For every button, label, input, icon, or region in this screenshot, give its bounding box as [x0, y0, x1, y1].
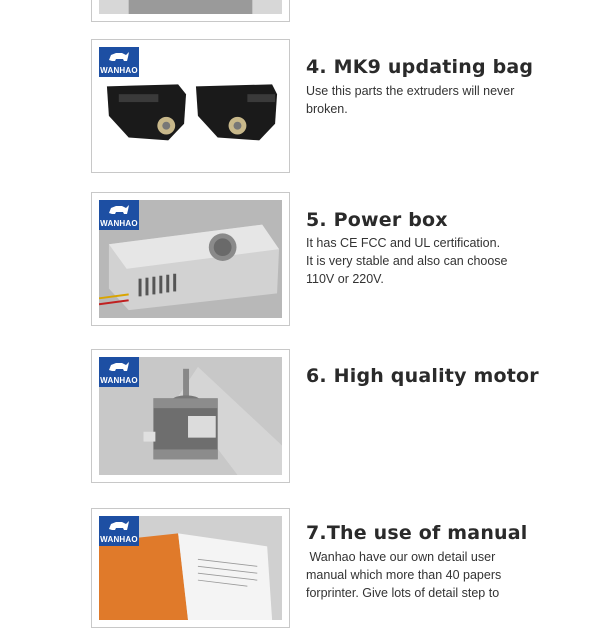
feature-card-mk9 [91, 39, 290, 173]
feature-photo-partial [99, 0, 282, 14]
wanhao-logo [99, 357, 139, 387]
feature-card-power-box [91, 192, 290, 326]
rhino-icon [108, 519, 130, 533]
feature-title-manual: 7.The use of manual [306, 522, 528, 544]
feature-card-3-partial [91, 0, 290, 22]
rhino-icon [108, 203, 130, 217]
logo-text: WANHAO [100, 219, 138, 228]
feature-card-manual [91, 508, 290, 628]
wanhao-logo [99, 47, 139, 77]
feature-title-mk9: 4. MK9 updating bag [306, 56, 534, 78]
logo-text: WANHAO [100, 376, 138, 385]
wanhao-logo [99, 200, 139, 230]
feature-title-motor: 6. High quality motor [306, 365, 539, 387]
desc-line: Wanhao have our own detail user [306, 550, 496, 564]
rhino-icon [108, 50, 130, 64]
logo-text: WANHAO [100, 535, 138, 544]
desc-line: 110V or 220V. [306, 272, 384, 286]
logo-text: WANHAO [100, 66, 138, 75]
desc-line: It is very stable and also can choose [306, 254, 508, 268]
feature-card-motor [91, 349, 290, 483]
desc-line: Use this parts the extruders will never [306, 84, 515, 98]
rhino-icon [108, 360, 130, 374]
feature-desc-power-box [306, 234, 551, 288]
desc-line: It has CE FCC and UL certification. [306, 236, 501, 250]
desc-line: broken. [306, 102, 348, 116]
feature-desc-mk9 [306, 82, 551, 118]
feature-title-power-box: 5. Power box [306, 209, 448, 231]
desc-line: manual which more than 40 papers [306, 568, 502, 582]
feature-desc-manual [306, 548, 551, 602]
wanhao-logo [99, 516, 139, 546]
desc-line: forprinter. Give lots of detail step to [306, 586, 500, 600]
